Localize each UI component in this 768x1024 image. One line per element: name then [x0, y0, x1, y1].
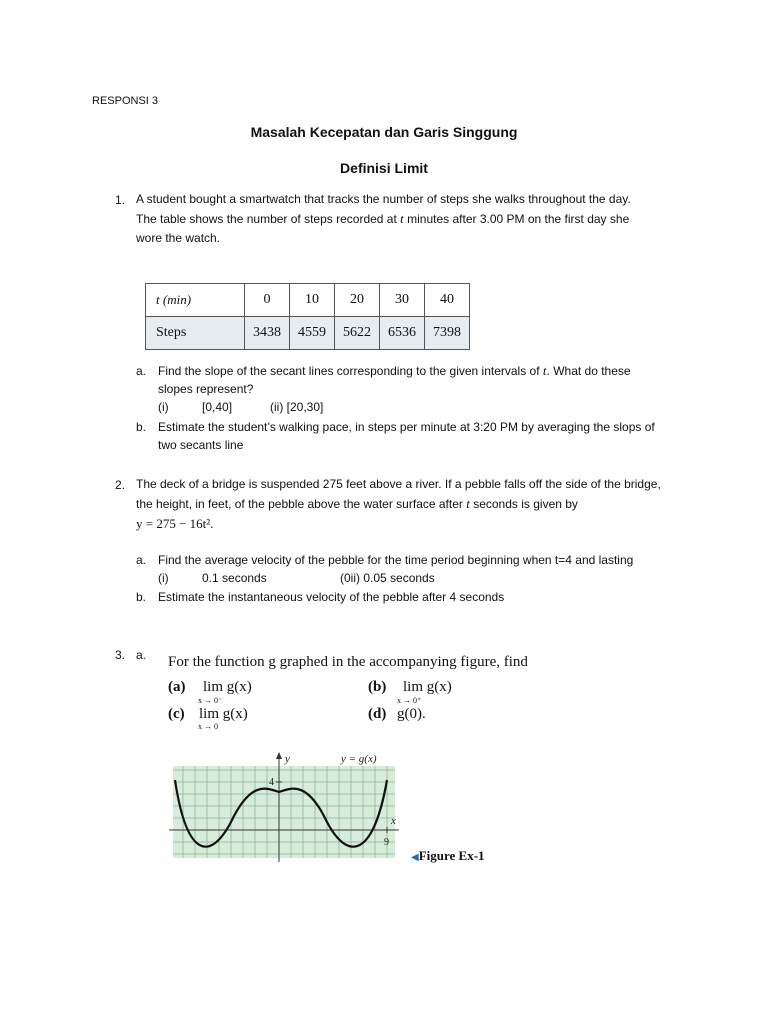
doc-header: RESPONSI 3: [92, 95, 159, 107]
q1-var-t: t: [400, 211, 404, 226]
table-row-steps: [146, 317, 470, 350]
question-2-number: 2.: [115, 478, 126, 492]
table-header-steps: Steps: [146, 317, 245, 350]
table-cell: 3438: [245, 317, 290, 350]
y-axis-arrow: [276, 752, 282, 759]
table-cell: 30: [380, 284, 425, 317]
q1-a-line-1b: . What do these: [546, 364, 631, 378]
q1-a-marker: a.: [136, 364, 147, 378]
q2-b-marker: b.: [136, 590, 147, 604]
function-label: y = g(x): [341, 753, 377, 765]
q1-line-2a: The table shows the number of steps recorded at: [136, 212, 397, 226]
table-cell: 0: [245, 284, 290, 317]
q3-a-marker: a.: [136, 648, 147, 662]
figure-arrow-icon: ◀: [411, 852, 419, 863]
table-cell: 4559: [290, 317, 335, 350]
table-cell: 6536: [380, 317, 425, 350]
figure-caption: [411, 848, 485, 864]
q3-intro: For the function g graphed in the accompanying figure, find: [168, 654, 528, 670]
q3-part-d-expr: g(0).: [397, 706, 426, 722]
page-subtitle: Definisi Limit: [340, 160, 428, 176]
q1-a-opt2: (ii) [20,30]: [270, 400, 324, 414]
question-1-text: [136, 190, 696, 248]
y-axis-label: y: [285, 753, 290, 765]
q1-a-options: [158, 398, 698, 416]
q1-b-marker: b.: [136, 420, 147, 434]
q3-part-a-subscript: x → 0⁻: [198, 696, 223, 705]
question-3-number: 3.: [115, 648, 126, 662]
q1-line-2: [136, 209, 696, 229]
q1-a-opt1: [0,40]: [202, 400, 233, 414]
table-row-time: [146, 284, 470, 317]
q3-part-b-subscript: x → 0⁺: [397, 696, 422, 705]
q2-line-2b: seconds is given by: [473, 497, 578, 511]
question-2-text: [136, 475, 696, 533]
q2-var-t: t: [466, 496, 470, 511]
q2-a-marker: a.: [136, 553, 147, 567]
q1-part-a: [158, 362, 698, 416]
page-title: Masalah Kecepatan dan Garis Singgung: [250, 124, 518, 140]
q2-a-opt1-label: (i): [158, 571, 169, 585]
q3-part-d-label: (d): [368, 706, 387, 722]
q2-part-b: [158, 588, 698, 606]
q1-a-line-1a: Find the slope of the secant lines corresponding to the given intervals of: [158, 364, 540, 378]
q1-b-line-1: Estimate the student’s walking pace, in steps per minute at 3:20 PM by averaging the slops of: [158, 420, 655, 434]
q2-a-options: [158, 569, 698, 587]
table-cell: 40: [425, 284, 470, 317]
table-cell: 20: [335, 284, 380, 317]
q2-formula: y = 275 − 16t².: [136, 516, 214, 531]
table-header-time: t (min): [146, 284, 245, 317]
table-cell: 10: [290, 284, 335, 317]
y-tick-4: 4: [269, 777, 274, 788]
q2-a-line-1: Find the average velocity of the pebble for the time period beginning when t=4 and lasting: [158, 553, 634, 567]
q2-line-1: The deck of a bridge is suspended 275 feet above a river. If a pebble falls off the side of the bridge,: [136, 477, 661, 491]
q2-b-line-1: Estimate the instantaneous velocity of the pebble after 4 seconds: [158, 590, 505, 604]
table-cell: 7398: [425, 317, 470, 350]
question-1-number: 1.: [115, 193, 126, 207]
q1-part-b: [158, 418, 698, 454]
q3-part-b-label: (b): [368, 679, 387, 695]
q2-line-2a: the height, in feet, of the pebble above the water surface after: [136, 497, 463, 511]
q3-part-c-label: (c): [168, 706, 185, 722]
q1-a-line-2: slopes represent?: [158, 382, 254, 396]
q3-part-b-limit: lim g(x): [403, 679, 452, 695]
table-cell: 5622: [335, 317, 380, 350]
q3-part-a-label: (a): [168, 679, 186, 695]
q1-a-var-t: t: [542, 363, 547, 378]
q1-line-2b: minutes after 3.00 PM on the first day she: [407, 212, 630, 226]
q2-a-opt2: (0ii) 0.05 seconds: [340, 571, 435, 585]
steps-table: [145, 283, 470, 350]
q3-part-c-limit: lim g(x): [199, 706, 248, 722]
q1-line-1: A student bought a smartwatch that tracks the number of steps she walks throughout the day.: [136, 192, 631, 206]
q2-line-2: [136, 494, 696, 514]
q1-b-line-2: two secants line: [158, 438, 244, 452]
q3-part-a-limit: lim g(x): [203, 679, 252, 695]
x-tick-9: 9: [384, 837, 389, 848]
q2-a-opt1: 0.1 seconds: [202, 571, 267, 585]
x-axis-label: x: [391, 815, 396, 827]
figure-label: Figure Ex-1: [418, 848, 485, 863]
q1-line-3: wore the watch.: [136, 231, 221, 245]
q1-a-opt1-label: (i): [158, 400, 169, 414]
q1-a-line-1: [158, 362, 698, 380]
q3-part-c-subscript: x → 0: [198, 722, 218, 731]
function-graph: [165, 750, 405, 865]
q2-part-a: [158, 551, 698, 587]
